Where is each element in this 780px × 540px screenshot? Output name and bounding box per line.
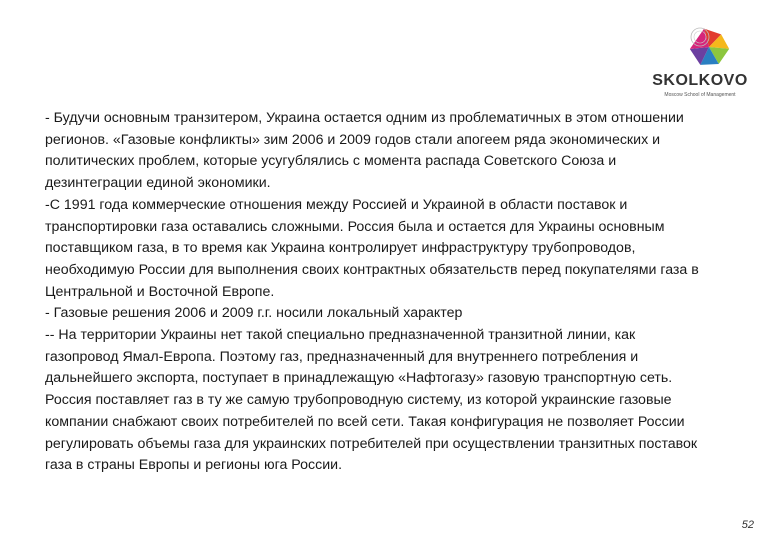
- logo-wordmark: SKOLKOVO: [652, 72, 748, 89]
- paragraph-1: - Будучи основным транзитером, Украина остается одним из проблематичных в этом отношении регионов. «Газовые конфликты» зим 2006 и 2009 годов стали апогеем ряда экономических и политических проблем, которые усугублялись с момента распада Советского Союза и дезинтеграции единой экономики.: [45, 110, 684, 192]
- skolkovo-emblem-icon: [686, 24, 732, 70]
- page-number: 52: [741, 519, 754, 531]
- paragraph-4: -- На территории Украины нет такой специально предназначенной транзитной линии, как газопровод Ямал-Европа. Поэтому газ, предназначенный для внутреннего потребления и дальнейшего экспорта, поступает в принадлежащую «Нафтогазу» газовую транспортную сеть. Россия поставляет газ в ту же самую трубопроводную систему, из которой украинские газовые компании снабжают своих потребителей по всей сети. Такая конфигурация не позволяет России регулировать объемы газа для украинских потребителей при осуществлении транзитных поставок газа в страны Европы и регионы юга России.: [45, 327, 698, 474]
- logo-tagline: Moscow School of Management: [664, 92, 736, 98]
- skolkovo-logo: [640, 18, 760, 98]
- paragraph-3: - Газовые решения 2006 и 2009 г.г. носили локальный характер: [45, 305, 463, 322]
- paragraph-2: -С 1991 года коммерческие отношения между Россией и Украиной в области поставок и транспортировки газа оставались сложными. Россия была и остается для Украины основным поставщиком газа, в то время как Украина контролирует инфраструктуру трубопроводов, необходимую России для выполнения своих контрактных обязательств перед покупателями газа в Центральной и Восточной Европе.: [45, 196, 699, 300]
- slide-body-text: [45, 108, 710, 477]
